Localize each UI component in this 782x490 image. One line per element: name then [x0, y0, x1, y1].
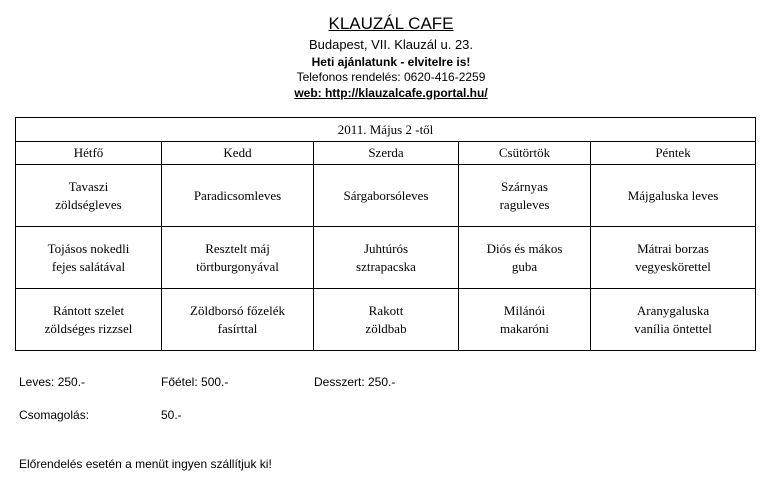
dish-thursday-soup: Szárnyas raguleves — [499, 178, 550, 212]
dish-thursday-main-1: Diós és mákos guba — [486, 240, 563, 274]
price-main: Főétel: 500.- — [161, 375, 229, 389]
dish-monday-main-2: Rántott szelet zöldséges rizzsel — [44, 302, 133, 336]
dish-friday-main-2: Aranygaluska vanília öntettel — [634, 302, 712, 336]
day-header-monday: Hétfő — [16, 142, 162, 165]
dish-wednesday-main-2: Rakott zöldbab — [365, 302, 407, 336]
dish-thursday-main-2: Milánói makaróni — [499, 302, 550, 336]
packaging-price: 50.- — [161, 408, 182, 422]
price-soup: Leves: 250.- — [19, 375, 86, 389]
dish-friday-main-1: Mátrai borzas vegyeskörettel — [635, 240, 711, 274]
dish-wednesday-soup: Sárgaborsóleves — [343, 187, 429, 203]
cafe-address: Budapest, VII. Klauzál u. 23. — [308, 37, 474, 52]
price-dessert: Desszert: 250.- — [314, 375, 396, 389]
weekly-offer-heading: Heti ajánlatunk - elvitelre is! — [311, 55, 471, 69]
cafe-title: KLAUZÁL CAFE — [328, 14, 454, 33]
phone-order: Telefonos rendelés: 0620-416-2259 — [296, 70, 486, 84]
dish-tuesday-main-2: Zöldborsó főzelék fasírttal — [190, 302, 285, 336]
menu-row-main-1 — [16, 227, 756, 289]
day-header-friday: Péntek — [591, 142, 756, 165]
delivery-note: Előrendelés esetén a menüt ingyen szállítjuk ki! — [19, 457, 272, 471]
dish-monday-main-1: Tojásos nokedli fejes salátával — [47, 240, 130, 274]
day-header-tuesday: Kedd — [162, 142, 314, 165]
dish-monday-soup: Tavaszi zöldségleves — [55, 178, 122, 212]
day-header-thursday: Csütörtök — [459, 142, 591, 165]
dish-tuesday-main-1: Resztelt máj törtburgonyával — [196, 240, 279, 274]
packaging-label: Csomagolás: — [19, 408, 90, 422]
menu-row-main-2 — [16, 289, 756, 351]
menu-row-soup — [16, 165, 756, 227]
menu-date: 2011. Május 2 -től — [16, 118, 756, 142]
dish-tuesday-soup: Paradicsomleves — [193, 187, 282, 203]
day-header-wednesday: Szerda — [314, 142, 459, 165]
dish-wednesday-main-1: Juhtúrós sztrapacska — [356, 240, 416, 274]
dish-friday-soup: Májgaluska leves — [627, 187, 719, 203]
weekly-menu-table — [15, 117, 756, 351]
website-link[interactable]: web: http://klauzalcafe.gportal.hu/ — [294, 86, 488, 100]
